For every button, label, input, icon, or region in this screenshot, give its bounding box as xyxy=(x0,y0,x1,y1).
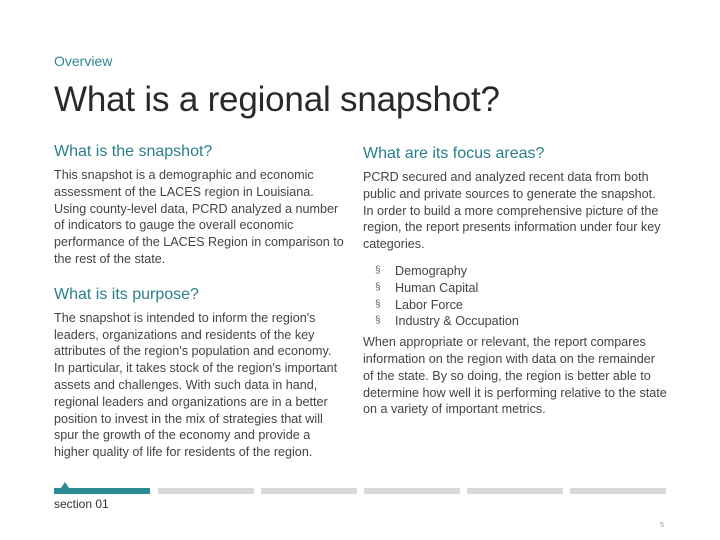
list-item xyxy=(375,280,668,297)
progress-segment xyxy=(467,488,563,494)
progress-segment xyxy=(158,488,254,494)
heading-what-is-snapshot: What is the snapshot? xyxy=(54,143,213,160)
list-item-label: Demography xyxy=(395,263,468,278)
progress-segment xyxy=(364,488,460,494)
bullet-icon: § xyxy=(375,298,381,310)
list-item xyxy=(375,297,668,314)
bullet-icon: § xyxy=(375,281,381,293)
list-item-label: Labor Force xyxy=(395,297,463,312)
paragraph-comparison: When appropriate or relevant, the report compares information on the region with data on the remainder of the state. By so doing, the region is better able to determine how well it is performing relative to the state on a variety of important metrics. xyxy=(363,335,667,417)
list-item-label: Human Capital xyxy=(395,280,479,295)
paragraph-purpose-description: The snapshot is intended to inform the region's leaders, organizations and residents of the key attributes of the region's population and economy. In particular, it takes stock of the region's important assets and challenges. With such data in hand, regional leaders and organizations are in a better position to invest in the mix of strategies that will spur the growth of the economy and provide a higher quality of life for residents of the region. xyxy=(54,310,338,460)
page-number: 5 xyxy=(660,522,664,529)
heading-focus-areas: What are its focus areas? xyxy=(363,145,545,162)
heading-purpose: What is its purpose? xyxy=(54,285,199,303)
progress-segment xyxy=(570,488,666,494)
bullet-icon: § xyxy=(375,315,381,327)
section-label: section 01 xyxy=(54,497,109,511)
list-item xyxy=(375,313,668,330)
page-title: What is a regional snapshot? xyxy=(54,80,500,119)
focus-area-list xyxy=(363,263,668,330)
progress-segment xyxy=(54,488,150,494)
bullet-icon: § xyxy=(375,264,381,276)
list-item-label: Industry & Occupation xyxy=(395,314,519,329)
left-column xyxy=(54,143,344,461)
overview-eyebrow: Overview xyxy=(54,53,113,69)
section-progress-bar xyxy=(54,488,666,495)
list-item xyxy=(375,263,668,280)
paragraph-snapshot-description: This snapshot is a demographic and economic assessment of the LACES region in Louisiana. Using county-level data, PCRD analyzed a number of indicators to gauge the overall economic performance of the LACES Region in comparison to the rest of the state. xyxy=(54,168,344,266)
right-column xyxy=(363,143,668,418)
progress-segment xyxy=(261,488,357,494)
paragraph-focus-intro: PCRD secured and analyzed recent data from both public and private sources to generate the snapshot. In order to build a more comprehensive picture of the region, the report presents information under four key categories. xyxy=(363,170,661,252)
